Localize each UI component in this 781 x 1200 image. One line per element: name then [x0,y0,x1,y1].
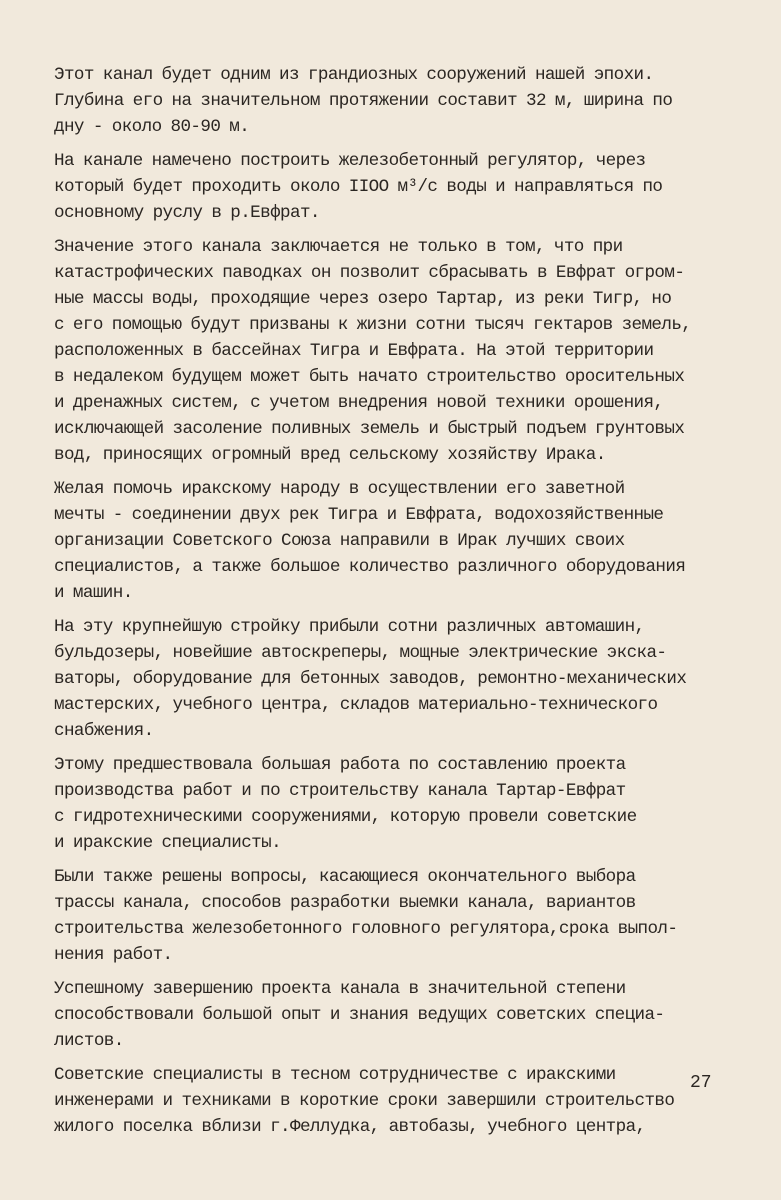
text-line: бульдозеры, новейшие автоскреперы, мощные электрические экска- [54,643,667,663]
paragraph-5 [54,614,741,744]
text-line: с его помощью будут призваны к жизни сотни тысяч гектаров земель, [54,315,692,335]
text-line: который будет проходить около IIOO м³/с воды и направляться по [54,177,663,197]
text-line: специалистов, а также большое количество различного оборудования [54,557,686,577]
text-line: листов. [54,1031,124,1051]
text-line: Успешному завершению проекта канала в значительной степени [54,979,626,999]
text-line: дну - около 80-90 м. [54,117,250,137]
text-line: катастрофических паводках он позволит сбрасывать в Евфрат огром- [54,263,685,283]
text-line: в недалеком будущем может быть начато строительство оросительных [54,367,685,387]
text-line: организации Советского Союза направили в Ирак лучших своих [54,531,625,551]
paragraph-7 [54,864,741,968]
text-line: Значение этого канала заключается не только в том, что при [54,237,623,257]
text-line: и иракские специалисты. [54,833,282,853]
text-line: и машин. [54,583,133,603]
text-line: трассы канала, способов разработки выемки канала, вариантов [54,893,636,913]
text-line: исключающей засоление поливных земель и быстрый подъем грунтовых [54,419,685,439]
text-line: нения работ. [54,945,173,965]
paragraph-3 [54,234,741,468]
text-line: основному руслу в р.Евфрат. [54,203,320,223]
paragraph-8 [54,976,741,1054]
text-line: инженерами и техниками в короткие сроки завершили строительство [54,1091,675,1111]
text-line: Желая помочь иракскому народу в осуществлении его заветной [54,479,625,499]
text-line: жилого поселка вблизи г.Феллудка, автобазы, учебного центра, [54,1117,646,1137]
paragraph-9 [54,1062,741,1140]
text-line: На канале намечено построить железобетонный регулятор, через [54,151,646,171]
text-line: На эту крупнейшую стройку прибыли сотни различных автомашин, [54,617,645,637]
text-line: снабжения. [54,721,154,741]
text-line: мечты - соединении двух рек Тигра и Евфрата, водохозяйственные [54,505,664,525]
text-line: Советские специалисты в тесном сотрудничестве с иракскими [54,1065,616,1085]
text-line: производства работ и по строительству канала Тартар-Евфрат [54,781,626,801]
text-line: и дренажных систем, с учетом внедрения новой техники орошения, [54,393,664,413]
text-line: строительства железобетонного головного регулятора,срока выпол- [54,919,678,939]
text-line: ваторы, оборудование для бетонных заводов, ремонтно-механических [54,669,687,689]
text-line: мастерских, учебного центра, складов материально-технического [54,695,658,715]
paragraph-6 [54,752,741,856]
text-line: ные массы воды, проходящие через озеро Тартар, из реки Тигр, но [54,289,672,309]
paragraph-4 [54,476,741,606]
paragraph-1 [54,62,741,140]
text-line: Были также решены вопросы, касающиеся окончательного выбора [54,867,636,887]
text-line: способствовали большой опыт и знания ведущих советских специа- [54,1005,665,1025]
paragraph-2 [54,148,741,226]
text-line: Этот канал будет одним из грандиозных сооружений нашей эпохи. [54,65,654,85]
text-line: Глубина его на значительном протяжении составит 32 м, ширина по [54,91,673,111]
text-line: расположенных в бассейнах Тигра и Евфрата. На этой территории [54,341,654,361]
page-number: 27 [690,1073,712,1093]
text-line: Этому предшествовала большая работа по составлению проекта [54,755,626,775]
text-line: с гидротехническими сооружениями, которую провели советские [54,807,637,827]
text-line: вод, приносящих огромный вред сельскому хозяйству Ирака. [54,445,606,465]
